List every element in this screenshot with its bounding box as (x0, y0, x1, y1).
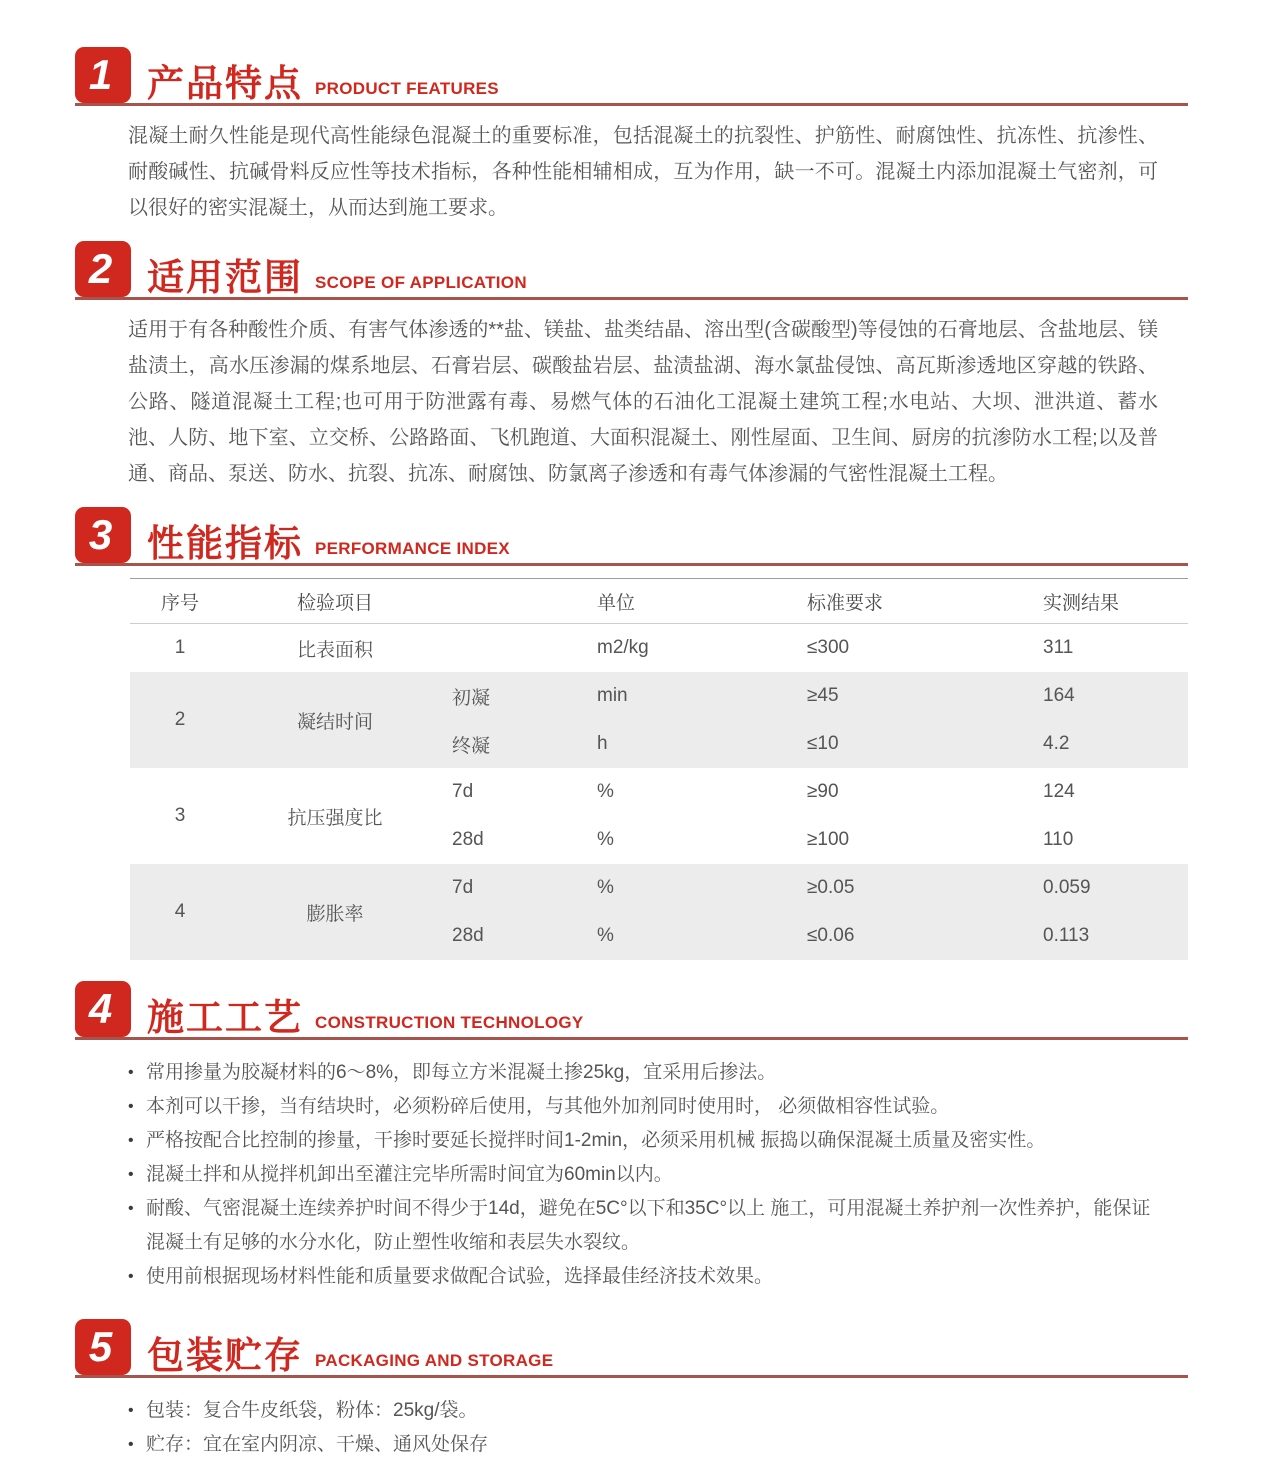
section-product-features (75, 46, 1188, 226)
table-subrow (440, 672, 1188, 720)
bullet-item (128, 1192, 1168, 1260)
table-row-group (130, 864, 1188, 960)
cell-sub-item: 7d (452, 877, 474, 898)
section-number-badge: 4 (75, 981, 131, 1037)
section-number-badge: 3 (75, 507, 131, 563)
section-subtitle: SCOPE OF APPLICATION (315, 273, 527, 292)
bullet-text: 本剂可以干掺，当有结块时，必须粉碎后使用，与其他外加剂同时使用时， 必须做相容性试验。 (146, 1096, 950, 1117)
table-subrow (440, 768, 1188, 816)
bullet-dot: • (128, 1132, 134, 1149)
section-title: 适用范围 (147, 257, 303, 298)
cell-seq: 2 (174, 709, 186, 730)
section-header (75, 506, 1188, 566)
bullet-item (128, 1260, 1168, 1294)
performance-table (130, 578, 1188, 960)
bullet-item (128, 1056, 1168, 1090)
bullet-item (128, 1158, 1168, 1192)
cell-unit: % (597, 877, 614, 898)
column-header-seq: 序号 (160, 592, 199, 614)
cell-standard: ≤300 (807, 637, 850, 658)
cell-item: 抗压强度比 (287, 807, 383, 829)
cell-result: 110 (1043, 829, 1074, 850)
cell-seq: 1 (174, 637, 186, 658)
bullet-dot: • (128, 1436, 134, 1453)
section-subtitle: PACKAGING AND STORAGE (315, 1351, 554, 1370)
bullet-text: 包装：复合牛皮纸袋，粉体：25kg/袋。 (146, 1400, 478, 1421)
cell-item: 比表面积 (296, 639, 373, 661)
bullet-dot: • (128, 1268, 134, 1285)
cell-unit: % (597, 829, 614, 850)
section-title: 产品特点 (147, 63, 303, 104)
section-subtitle: PRODUCT FEATURES (315, 79, 499, 98)
table-subrows (440, 672, 1188, 768)
column-header-result: 实测结果 (1043, 592, 1120, 614)
section-header (75, 240, 1188, 300)
bullet-text: 使用前根据现场材料性能和质量要求做配合试验，选择最佳经济技术效果。 (146, 1266, 774, 1287)
cell-result: 4.2 (1043, 733, 1070, 754)
table-subrows (440, 864, 1188, 960)
section-header (75, 1318, 1188, 1378)
cell-standard: ≥0.05 (807, 877, 855, 898)
construction-bullet-list (128, 1056, 1168, 1294)
cell-standard: ≤10 (807, 733, 839, 754)
bullet-text: 贮存：宜在室内阴凉、干燥、通风处保存 (146, 1434, 489, 1455)
table-header-row (130, 578, 1188, 624)
cell-seq: 3 (174, 805, 186, 826)
section-title: 性能指标 (147, 523, 303, 564)
table-subrows (440, 624, 1188, 672)
section-number-badge: 5 (75, 1319, 131, 1375)
section-header (75, 46, 1188, 106)
table-row-group (130, 672, 1188, 768)
section-header (75, 980, 1188, 1040)
bullet-text: 混凝土拌和从搅拌机卸出至灌注完毕所需时间宜为60min以内。 (146, 1164, 673, 1185)
column-header-standard: 标准要求 (807, 592, 884, 614)
column-header-unit: 单位 (597, 592, 636, 614)
section-subtitle: CONSTRUCTION TECHNOLOGY (315, 1013, 584, 1032)
cell-result: 0.059 (1043, 877, 1091, 898)
table-body (130, 624, 1188, 960)
cell-result: 164 (1043, 685, 1075, 706)
bullet-text: 耐酸、气密混凝土连续养护时间不得少于14d，避免在5C°以下和35C°以上 施工，可用混凝土养护剂一次性养护，能保证混凝土有足够的水分水化，防止塑性收缩和表层失水裂纹。 (146, 1198, 1151, 1253)
cell-unit: % (597, 925, 614, 946)
cell-seq: 4 (174, 901, 186, 922)
cell-result: 0.113 (1043, 925, 1090, 946)
table-subrow (440, 720, 1188, 768)
table-subrow (440, 816, 1188, 864)
bullet-dot: • (128, 1402, 134, 1419)
cell-standard: ≥90 (807, 781, 839, 802)
cell-unit: m2/kg (597, 637, 649, 658)
section-title: 施工工艺 (147, 997, 303, 1038)
column-header-item: 检验项目 (296, 592, 373, 614)
section-number-badge: 2 (75, 241, 131, 297)
cell-unit: min (597, 685, 628, 706)
cell-item: 膨胀率 (306, 903, 364, 925)
cell-unit: h (597, 733, 608, 754)
bullet-dot: • (128, 1200, 134, 1217)
section-performance-index (75, 506, 1188, 960)
cell-sub-item: 28d (452, 829, 484, 850)
table-subrow (440, 864, 1188, 912)
section-title: 包装贮存 (147, 1335, 303, 1376)
section-subtitle: PERFORMANCE INDEX (315, 539, 510, 558)
section-packaging-and-storage (75, 1318, 1188, 1462)
bullet-dot: • (128, 1064, 134, 1081)
bullet-item (128, 1090, 1168, 1124)
bullet-item (128, 1394, 1168, 1428)
cell-sub-item: 28d (452, 925, 484, 946)
cell-item: 凝结时间 (296, 711, 373, 733)
section-number-badge: 1 (75, 47, 131, 103)
cell-standard: ≤0.06 (807, 925, 855, 946)
cell-result: 124 (1043, 781, 1075, 802)
packaging-bullet-list (128, 1394, 1168, 1462)
table-row-group (130, 624, 1188, 672)
table-subrow (440, 912, 1188, 960)
cell-unit: % (597, 781, 614, 802)
cell-standard: ≥100 (807, 829, 850, 850)
section-paragraph: 适用于有各种酸性介质、有害气体渗透的**盐、镁盐、盐类结晶、溶出型(含碳酸型)等侵蚀的石膏地层、含盐地层、镁盐渍土，高水压渗漏的煤系地层、石膏岩层、碳酸盐岩层、盐渍盐湖、海水氯盐侵蚀、高瓦斯渗透地区穿越的铁路、公路、隧道混凝土工程;也可用于防泄露有毒、易燃气体的石油化工混凝土建筑工程;水电站、大坝、泄洪道、蓄水池、人防、地下室、立交桥、公路路面、飞机跑道、大面积混凝土、刚性屋面、卫生间、厨房的抗渗防水工程;以及普通、商品、泵送、防水、抗裂、抗冻、耐腐蚀、防氯离子渗透和有毒气体渗漏的气密性混凝土工程。 (128, 319, 1158, 485)
bullet-dot: • (128, 1166, 134, 1183)
section-construction-technology (75, 980, 1188, 1294)
bullet-text: 常用掺量为胶凝材料的6～8%，即每立方米混凝土掺25kg，宜采用后掺法。 (146, 1062, 777, 1083)
cell-sub-item: 初凝 (452, 687, 491, 709)
bullet-item (128, 1124, 1168, 1158)
bullet-dot: • (128, 1098, 134, 1115)
cell-sub-item: 终凝 (452, 735, 491, 757)
table-subrow (440, 624, 1188, 672)
table-subrows (440, 768, 1188, 864)
cell-sub-item: 7d (452, 781, 474, 802)
bullet-text: 严格按配合比控制的掺量，干掺时要延长搅拌时间1-2min，必须采用机械 振捣以确保混凝土质量及密实性。 (146, 1130, 1046, 1151)
section-paragraph: 混凝土耐久性能是现代高性能绿色混凝土的重要标准，包括混凝土的抗裂性、护筋性、耐腐蚀性、抗冻性、抗渗性、耐酸碱性、抗碱骨料反应性等技术指标，各种性能相辅相成，互为作用，缺一不可。混凝土内添加混凝土气密剂，可以很好的密实混凝土，从而达到施工要求。 (128, 125, 1158, 219)
section-scope-of-application (75, 240, 1188, 492)
table-row-group (130, 768, 1188, 864)
cell-result: 311 (1043, 637, 1074, 658)
bullet-item (128, 1428, 1168, 1462)
cell-standard: ≥45 (807, 685, 839, 706)
